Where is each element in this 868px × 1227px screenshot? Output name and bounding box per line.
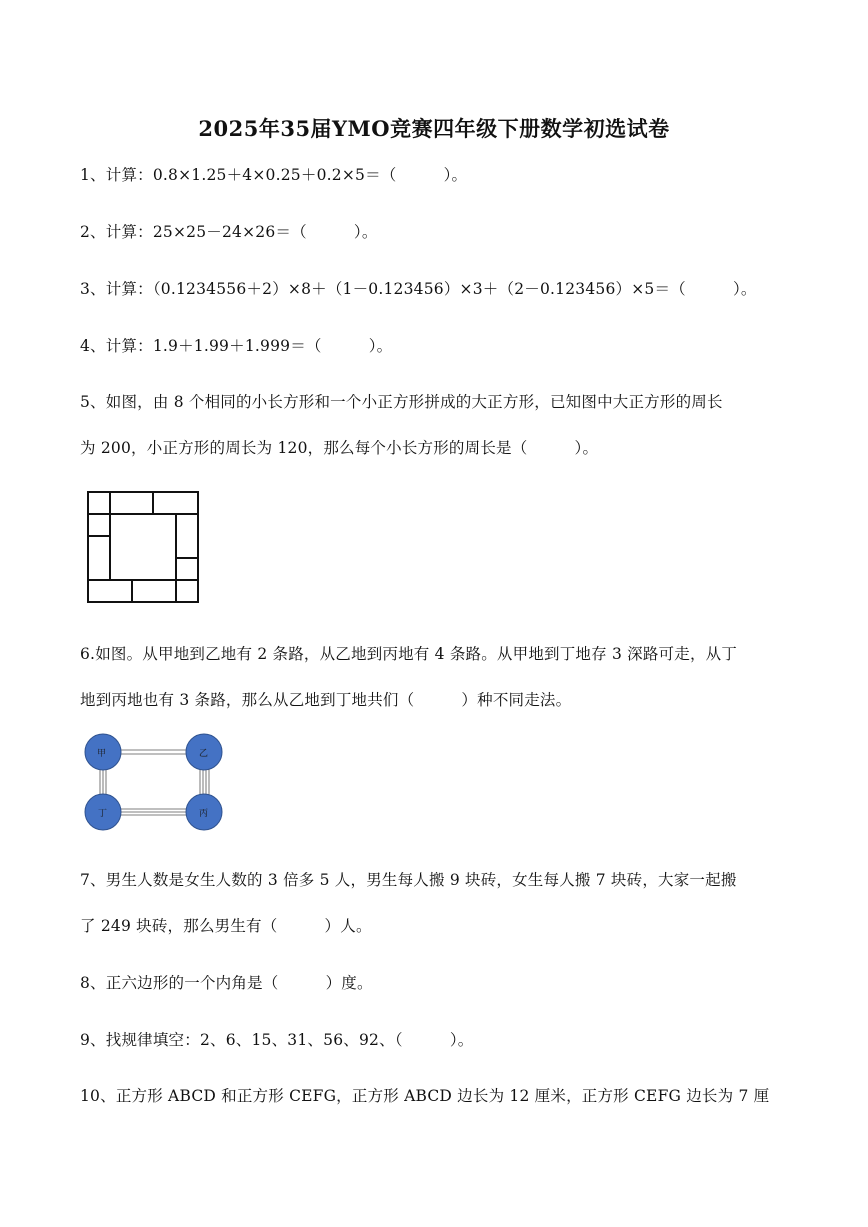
- question-7-line-2: 了 249 块砖，那么男生有（ ）人。: [80, 917, 372, 935]
- page-title: 2025年35届YMO竞赛四年级下册数学初选试卷: [198, 116, 670, 141]
- q5-rectangles-figure: [86, 490, 206, 610]
- node-bing-label: 丙: [199, 809, 209, 819]
- question-4-line-1: 4、计算：1.9＋1.99＋1.999＝（ ）。: [80, 337, 393, 355]
- question-5-line-2: 为 200，小正方形的周长为 120，那么每个小长方形的周长是（ ）。: [80, 439, 599, 457]
- node-ding-label: 丁: [98, 809, 108, 819]
- node-jia: [85, 734, 121, 770]
- question-10-line-1: 10、正方形 ABCD 和正方形 CEFG，正方形 ABCD 边长为 12 厘米，正方形 CEFG 边长为 7 厘: [80, 1087, 770, 1105]
- question-3-line-1: 3、计算：（0.1234556＋2）×8＋（1－0.123456）×3＋（2－0.123456）×5＝（ ）。: [80, 280, 757, 298]
- question-6-line-1: 6.如图。从甲地到乙地有 2 条路，从乙地到丙地有 4 条路。从甲地到丁地存 3 深路可走，从丁: [80, 645, 738, 663]
- node-ding: [85, 794, 121, 830]
- question-2-line-1: 2、计算：25×25－24×26＝（ ）。: [80, 223, 378, 241]
- question-1-line-1: 1、计算：0.8×1.25＋4×0.25＋0.2×5＝（ ）。: [80, 166, 468, 184]
- node-yi: [186, 734, 222, 770]
- node-yi-label: 乙: [199, 749, 209, 759]
- node-jia-label: 甲: [97, 749, 107, 759]
- question-7-line-1: 7、男生人数是女生人数的 3 倍多 5 人，男生每人搬 9 块砖，女生每人搬 7 块砖，大家一起搬: [80, 871, 737, 889]
- question-6-line-2: 地到丙地也有 3 条路，那么从乙地到丁地共们（ ）种不同走法。: [80, 691, 572, 709]
- question-9-line-1: 9、找规律填空：2、6、15、31、56、92、（ ）。: [80, 1031, 474, 1049]
- question-8-line-1: 8、正六边形的一个内角是（ ）度。: [80, 974, 373, 992]
- node-bing: [186, 794, 222, 830]
- q6-roads-figure: [80, 732, 230, 834]
- question-5-line-1: 5、如图，由 8 个相同的小长方形和一个小正方形拼成的大正方形，已知图中大正方形的周长: [80, 393, 723, 411]
